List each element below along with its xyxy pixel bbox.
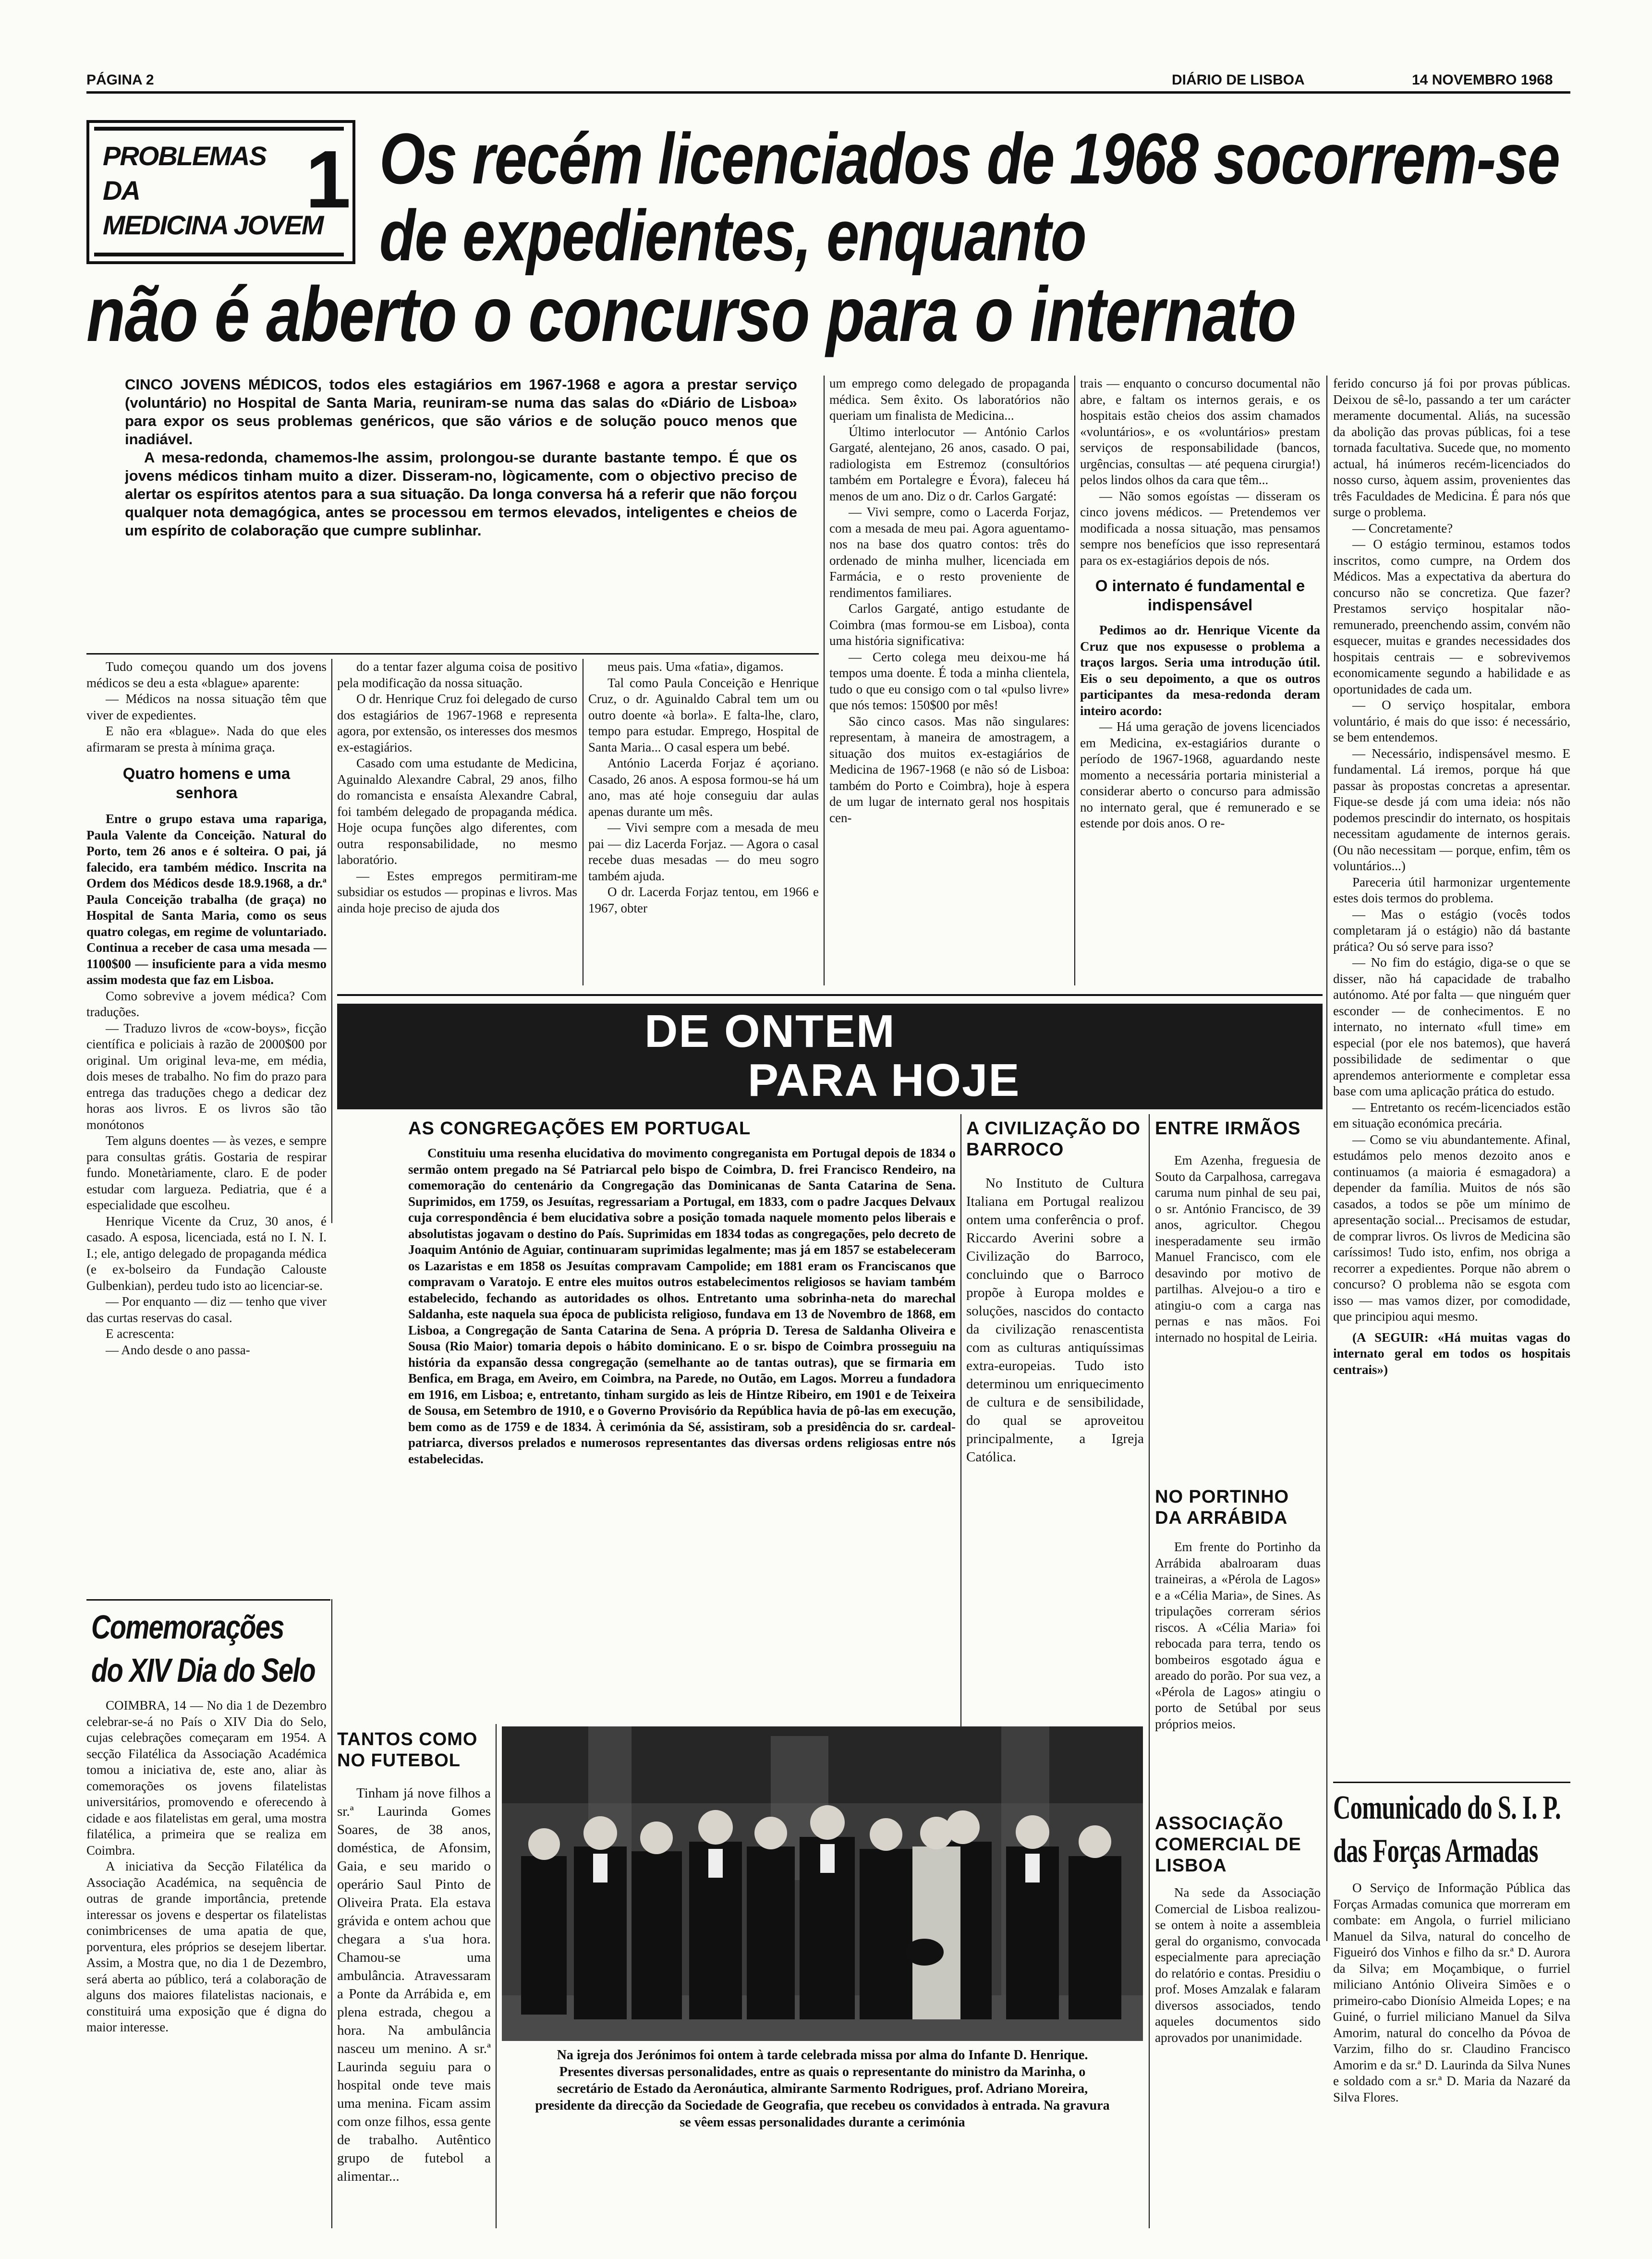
col1-paragraph: Tudo começou quando um dos jovens médicos se deu a esta «blague» aparente: [86, 659, 327, 690]
column-4 [829, 376, 1069, 988]
portinho-title: NO PORTINHO DA ARRÁBIDA [1155, 1487, 1289, 1528]
column-rule [331, 659, 332, 1223]
barroco-title: A CIVILIZAÇÃO DO BARROCO [966, 1118, 1141, 1160]
col5-paragraph: — Há uma geração de jovens licenciados em Medicina, ex-estagiários durante o período de 1967-1968, aguardando neste momento a necessária portaria ministerial a considerar aberto o concurso para admissão no internato geral, que é remunerado e se estende por dois anos. O re- [1080, 719, 1320, 830]
column-5 [1080, 376, 1320, 988]
col2-paragraph: Casado com uma estudante de Medicina, Aguinaldo Alexandre Cabral, 29 anos, filho do romancista e ensaísta Alexandre Cabral, foi também delegado de propaganda médica. Hoje ocupa funções algo diferentes, com outra responsabilidade, no mesmo laboratório. [337, 756, 577, 867]
headline-line2: de expedientes, enquanto [379, 195, 1086, 276]
col6-paragraph: Pareceria útil harmonizar urgentemente estes dois termos do problema. [1333, 874, 1570, 905]
col6-paragraph: — Mas o estágio (vocês todos completaram já o estágio) não dá bastante prática? Ou só serve para isso? [1333, 907, 1570, 954]
irmaos-text: Em Azenha, freguesia de Souto da Carpalhosa, carregava carumа num pinhal de seu pai, o sr. António Francisco, de 39 anos, agricultor. Chegou inesperadamente seu irmão Manuel Francisco, com ele desavindo por motivo de partilhas. Alvejou-o a tiro e atingiu-o com a carga nas pernas e nas mãos. Foi internado no hospital de Leiria. [1155, 1153, 1321, 1345]
col6-paragraph: — No fim do estágio, diga-se o que se disser, não há capacidade de trabalho autónomo. Até por falta — que ninguém quer esconder — de conhecimentos. E no internato, no internato «full time» em especial (por ele nos batemos), que haverá possibilidade de sedimentar o que aprendemos anteriormente e completar essa base com uma aplicação prática do estudo. [1333, 955, 1570, 1098]
de-ontem-line2: PARA HOJE [748, 1055, 1020, 1106]
series-title-line2: DA [103, 175, 140, 206]
col1-paragraph: — Médicos na nossa situação têm que viver de expedientes. [86, 692, 327, 722]
column-6 [1333, 376, 1570, 1768]
sip-text: O Serviço de Informação Pública das Forças Armadas comunica que morreram em combate: em Angola, o furriel miliciano Manuel da Silva, natural do concelho de Figueiró dos Vinhos e filho da sr.ª D. Aurora da Silva; em Moçambique, o furriel miliciano António Oliveira Simões e o primeiro-cabo Dionísio Almeida Lopes; e na Guiné, o furriel miliciano Manuel da Silva Amorim, natural do concelho da Póvoa de Varzim, filho do sr. Claudino Francisco Amorim e da sr.ª D. Laurinda da Silva Nunes e soldado com a sr.ª D. Maria da Nazaré da Silva Flores. [1333, 1881, 1570, 2104]
col5-paragraph: Pedimos ao dr. Henrique Vicente da Cruz que nos expusesse o problema a traços largos. Seria uma introdução útil. Eis o seu depoimento, a que os outros participantes da mesa-redonda deram inteiro acordo: [1080, 623, 1320, 718]
col5-subhead: O internato é fundamental e indispensável [1095, 577, 1305, 614]
photo-caption: Na igreja dos Jerónimos foi ontem à tarde celebrada missa por alma do Infante D. Henrique. Presentes diversas personalidades, entre as quais o representante do ministro da Marinha, o secretário de Estado da Aeronáutica, almirante Sarmento Rodrigues, prof. Adriano Moreira, presidente da direcção da Sociedade de Geografia, que recebeu os convidados à entrada. Na gravura se vêem essas personalidades durante a cerimónia [535, 2048, 1110, 2130]
irmaos-title: ENTRE IRMÃOS [1155, 1118, 1301, 1139]
col4-paragraph: Carlos Gargaté, antigo estudante de Coimbra (mas formou-se em Lisboa), conta uma história significativa: [829, 601, 1069, 648]
col4-paragraph: um emprego como delegado de propaganda médica. Sem êxito. Os laboratórios não queriam um finalista de Medicina... [829, 376, 1069, 423]
associacao-title: ASSOCIAÇÃO COMERCIAL DE LISBOA [1155, 1813, 1301, 1876]
lead-rule [86, 653, 819, 655]
lead-paragraph-1: CINCO JOVENS MÉDICOS, todos eles estagiários em 1967-1968 e agora a prestar serviço (voluntário) no Hospital de Santa Maria, reuniram-se numa das salas do «Diário de Lisboa» para expor os seus problemas genéricos, que são vários e de solução pouco menos que inadiável. [125, 376, 797, 448]
de-ontem-banner [337, 1004, 1323, 1109]
series-box [86, 120, 355, 264]
ceremony-photo [502, 1726, 1143, 2041]
sip-title-line2: das Forças Armadas [1333, 1833, 1538, 1870]
col2-paragraph: O dr. Henrique Cruz foi delegado de curso dos estagiários de 1967-1968 e representa agora, por extensão, os interesses dos mesmos ex-estagiários. [337, 692, 577, 754]
col6-paragraph: — O estágio terminou, estamos todos inscritos, como cumpre, na Ordem dos Médicos. Mas a expectativa da abertura do concurso não se concretiza. Que fazer? Prestamos serviço hospitalar não-remunerado, preenchendo assim, convém não esquecer, muitas e grandes necessidades dos hospitais centrais — e sobrevivemos economicamente segundo a habilidade e as oportunidades de cada um. [1333, 537, 1570, 696]
congregacoes-title: AS CONGREGAÇÕES EM PORTUGAL [408, 1118, 751, 1139]
col1-paragraph: — Traduzo livros de «cow-boys», ficção científica e policiais à razão de 2000$00 por original. Um original leva-me, em média, dois meses de trabalho. No fim do prazo para entrega das traduções chego a dedicar dez horas aos livros. E os livros são tão monótonos [86, 1020, 327, 1132]
col6-paragraph: — O serviço hospitalar, embora voluntário, é mais do que isso: é necessário, se bem entendemos. [1333, 698, 1570, 744]
sip-title-line1: Comunicado do S. I. P. [1333, 1789, 1561, 1826]
issue-date: 14 NOVEMBRO 1968 [1412, 72, 1553, 88]
column-1 [86, 659, 327, 1595]
col5-paragraph: trais — enquanto o concurso documental não abre, e faltam os internos gerais, e os hospitais estão cheios dos assim chamados «voluntários», e os «voluntários» prestam serviços de responsabilidade (bancos, urgências, consultas — até pequena cirurgia!) pelos lindos olhos da cara que têm... [1080, 376, 1320, 487]
sip-top-rule [1333, 1782, 1570, 1783]
col3-paragraph: O dr. Lacerda Forjaz tentou, em 1966 e 1967, obter [588, 885, 819, 915]
col4-paragraph: São cinco casos. Mas não singulares: representam, à maneira de amostragem, a situação dos muitos ex-estagiários de Medicina de 1967-1968 (e não só de Lisboa: também do Porto e Coimbra), hoje à espera de um lugar de internato geral nos hospitais cen- [829, 714, 1069, 825]
col3-paragraph: António Lacerda Forjaz é açoriano. Casado, 26 anos. A esposa formou-se há um ano, mas até hoje conseguiu dar aulas apenas durante um mês. [588, 756, 819, 819]
selo-paragraph: COIMBRA, 14 — No dia 1 de Dezembro celebrar-se-á no País o XIV Dia do Selo, cujas celebrações começaram em 1954. A secção Filatélica da Associação Académica tomou a iniciativa de, este ano, aliar às comemorações os jovens filatelistas universitários, promovendo e oferecendo à cidade e aos filatelistas em geral, uma mostra filatélica, a primeira que se realiza em Coimbra. [86, 1698, 327, 1858]
col3-paragraph: meus pais. Uma «fatia», digamos. [607, 659, 784, 674]
series-title-line3: MEDICINA JOVEM [103, 210, 323, 240]
page-number: PÁGINA 2 [86, 72, 154, 88]
col3-paragraph: — Vivi sempre com a mesada de meu pai — diz Lacerda Forjaz. — Agora o casal recebe duas mesadas — do meu sogro também ajuda. [588, 820, 819, 883]
header-rule [86, 91, 1570, 94]
column-rule [1149, 1114, 1150, 2228]
col5-paragraph: — Não somos egoístas — disseram os cinco jovens médicos. — Pretendemos ver modificada a nossa situação, mas pensamos sempre nos benefícios que isso representará para os ex-estagiários depois de nós. [1080, 488, 1320, 568]
col1-paragraph: Tem alguns doentes — às vezes, e sempre para consultas grátis. Gostaria de respirar fundo. Monetàriamente, claro. E de poder estudar com largueza. Pediatria, que é a especialidade que escolheu. [86, 1133, 327, 1212]
column-rule [331, 1599, 332, 2228]
column-rule [824, 376, 825, 985]
series-number: 1 [305, 134, 350, 225]
newspaper-name: DIÁRIO DE LISBOA [1172, 72, 1305, 88]
headline-line1: Os recém licenciados de 1968 socorrem-se [379, 118, 1560, 199]
column-rule [1326, 376, 1327, 1941]
column-rule [496, 1724, 497, 2228]
section-rule [337, 994, 1323, 996]
col4-paragraph: Último interlocutor — António Carlos Gargaté, alentejano, 26 anos, casado. O pai, radiologista em Estremoz (consultórios também em Portalegre e Évora), faleceu há menos de um ano. Diz o dr. Carlos Gargaté: [829, 424, 1069, 503]
lead-paragraph-2: A mesa-redonda, chamemos-lhe assim, prolongou-se durante bastante tempo. É que os jovens médicos tinham muito a dizer. Disseram-no, lògicamente, com o objectivo preciso de alertar os espíritos atentos para a sua situação. Da longa conversa há a referir que não forçou qualquer nota demagógica, antes se processou em termos elevados, inteligentes e cheios de um espírito de colaboração que cumpre sublinhar. [125, 449, 797, 539]
col1-paragraph: Como sobrevive a jovem médica? Com traduções. [86, 988, 327, 1019]
col2-paragraph: — Estes empregos permitiram-me subsidiar os estudos — propinas e livros. Mas ainda hoje preciso de ajuda dos [337, 868, 577, 915]
col1-paragraph: E acrescenta: [106, 1326, 175, 1341]
futebol-title: TANTOS COMO NO FUTEBOL [337, 1729, 478, 1771]
col6-to-be-continued: (A SEGUIR: «Há muitas vagas do internato geral em todos os hospitais centrais») [1333, 1330, 1570, 1377]
futebol-text: Tinham já nove filhos a sr.ª Laurinda Gomes Soares, de 38 anos, doméstica, de Afonsim, Gaia, e seu marido o operário Saul Pinto de Oliveira Prata. Ela estava grávida e ontem achou que chegara a s'ua hora. Chamou-se uma ambulância. Atravessaram a Ponte da Arrábida e, em plena estrada, chegou a hora. Na ambulância nasceu um menino. A sr.ª Laurinda seguiu para o hospital onde teve mais uma menina. Ficam assim com onze filhos, essa gente de trabalho. Autêntico grupo de futebol a alimentar... [337, 1785, 491, 2184]
col1-paragraph: — Ando desde o ano passa- [106, 1342, 250, 1357]
col1-paragraph: E não era «blague». Nada do que eles afirmaram se presta à mínima graça. [86, 724, 327, 754]
congregacoes-text: Constituiu uma resenha elucidativa do movimento congreganista em Portugal depois de 1834 o sermão ontem pregado na Sé Patriarcal pelo bispo de Coimbra, D. frei Francisco Rendeiro, na comemoração do centenário da Congregação das Dominicanas de Santa Catarina de Sena. Suprimidos, em 1759, os Jesuítas, regressariam a Portugal, em 1833, com o padre Jacques Delvaux cuja correspondência é bem elucidativa sobre a posição tomada naquele momento pelos liberais e absolutistas jogavam o destino do País. Suprimidas em 1834 todas as congregações, pelo decreto de Joaquim António de Aguiar, continuaram suprimidas legalmente; mas já em 1857 se estabeleceram os Lazaristas e em 1858 os Jesuítas compravam Campolide; em 1881 eram os Franciscanos que compravam o Varatojo. E entre eles muitos outros estabelecimentos religiosos se haviam também estabelecido, fechando as autoridades os olhos. Entretanto uma sobrinha-neta do marechal Saldanha, este naquela sua época de publicista religioso, fundava em 13 de Novembro de 1868, em Lisboa, a Congregação de Santa Catarina de Sena. A própria D. Teresa de Saldanha Oliveira e Sousa (Rio Maior) tomaria depois o hábito dominicano. E o sr. bispo de Coimbra prosseguiu na história da expansão dessa congregação (semelhante ao de tantas outras), que se firmaria em Benfica, em Braga, em Aveiro, em Coimbra, na Parede, no Outão, em Lagos. Morreu a fundadora em 1916, em Lisboa; e, entretanto, tinham surgido as leis de Hintze Ribeiro, em 1901 e de Teixeira de Sousa, em Setembro de 1910, e o Governo Provisório da República havia de pô-las em execução, bem como as de 1759 e de 1834. À cerimónia da Sé, assistiram, sob a presidência do sr. cardeal-patriarca, diversos prelados e numerosos representantes das diversas ordens religiosas entre nós estabelecidas. [408, 1146, 956, 1466]
col2-paragraph: do a tentar fazer alguma coisa de positivo pela modificação da nossa situação. [337, 659, 577, 690]
col1-paragraph: — Por enquanto — diz — tenho que viver das curtas reservas do casal. [86, 1294, 327, 1325]
selo-title-line1: Comemorações [91, 1608, 284, 1646]
headline-line3: não é aberto o concurso para o internato [86, 271, 1296, 358]
col4-paragraph: — Vivi sempre, como o Lacerda Forjaz, com a mesada de meu pai. Agora aguentamo-nos na base dos quatro contos: três do ordenado de minha mulher, licenciada em Farmácia, e o resto proveniente de rendimentos familiares. [829, 505, 1069, 600]
col1-paragraph: Henrique Vicente da Cruz, 30 anos, é casado. A esposa, licenciada, está no I. N. I. I.; ele, antigo delegado de propaganda médica (e ex-bolseiro da Fundação Calouste Gulbenkian), perdeu tudo isto ao licenciar-se. [86, 1214, 327, 1293]
associacao-text: Na sede da Associação Comercial de Lisboa realizou-se ontem à noite a assembleia geral do organismo, convocada especialmente para apreciação do relatório e contas. Presidiu o prof. Moses Amzalak e falaram diversos associados, tendo aqueles documentos sido aprovados por unanimidade. [1155, 1885, 1321, 2045]
col4-paragraph: — Certo colega meu deixou-me há tempos uma doente. É toda a minha clientela, tudo o que eu consigo com o tal «pulso livre» que nós temos: 150$00 por mês! [829, 649, 1069, 712]
column-2 [337, 659, 577, 988]
series-title-line1: PROBLEMAS [103, 141, 266, 171]
col1-subhead: Quatro homens e uma senhora [122, 765, 291, 802]
portinho-text: Em frente do Portinho da Arrábida abalroaram duas traineiras, a «Pérola de Lagos» e a «Célia Maria», de Sines. As tripulações correram sérios riscos. A «Célia Maria» foi rebocada para terra, tendo os bombeiros esgotado água e areado do porão. Por sua vez, a «Pérola de Lagos» atingiu o porto de Setúbal por seus próprios meios. [1155, 1540, 1321, 1731]
barroco-text: No Instituto de Cultura Italiana em Portugal realizou ontem uma conferência o prof. Riccardo Averini sobre a Civilização do Barroco, concluindo que o Barroco propõe à Europa moldes e soluções, nascidos do contacto da civilização renascentista com as culturas antiquíssimas extra-europeias. Tudo isto determinou um enriquecimento de cultura e de sensibilidade, do qual se aproveitou principalmente, a Igreja Católica. [966, 1176, 1144, 1465]
lead-text [125, 376, 797, 540]
selo-top-rule [86, 1599, 330, 1601]
column-rule [1074, 376, 1075, 985]
selo-text [86, 1698, 327, 2231]
col6-paragraph: — Entretanto os recém-licenciados estão em situação económica precária. [1333, 1100, 1570, 1130]
col1-paragraph: Entre o grupo estava uma rapariga, Paula Valente da Conceição. Natural do Porto, tem 26 anos e é solteira. O pai, já falecido, era também médico. Inscrita na Ordem dos Médicos desde 18.9.1968, a dr.ª Paula Conceição trabalha (de graça) no Hospital de Santa Maria, como os seus quatro colegas, em regime de voluntariado. Continua a receber de casa uma mesada — 1100$00 — insuficiente para a vida mesmo assim modesta que faz em Lisboa. [86, 812, 327, 987]
col6-paragraph: — Como se viu abundantemente. Afinal, estudámos pelo menos dezoito anos e continuamos (a maioria é esmagadora) a depender da família. Muitos de nós são casados, a todos se põe um mínimo de apresentação social... Precisamos de estudar, de comprar livros. Os livros de Medicina são caríssimos! Tudo isto, enfim, nos obriga a recorrer a expedientes. Porque não abrem o concurso? O problema não se esgota com isso — mas vamos dizer, por comodidade, que principiou aqui mesmo. [1333, 1132, 1570, 1324]
col3-paragraph: Tal como Paula Conceição e Henrique Cruz, o dr. Aguinaldo Cabral tem um ou outro doente «à borla». E falta-lhe, claro, tempo para estudar. Emprego, Hospital de Santa Maria... O casal espera um bebé. [588, 675, 819, 754]
de-ontem-line1: DE ONTEM [644, 1006, 896, 1057]
selo-title-line2: do XIV Dia do Selo [91, 1652, 315, 1689]
selo-paragraph: A iniciativa da Secção Filatélica da Associação Académica, na sequência de outras de grande importância, pretende interessar os jovens e despertar os filatelistas conimbricenses de uma apatia de que, porventura, eles próprios se desejem libertar. Assim, a Mostra que, no dia 1 de Dezembro, será aberta ao público, terá a colaboração de alguns dos maiores filatelistas nacionais, e constituirá uma exposição que é digna do maior interesse. [86, 1859, 327, 2034]
col6-paragraph: ferido concurso já foi por provas públicas. Deixou de sê-lo, passando a ter um carácter meramente documental. Aliás, na sucessão da abolição das provas públicas, foi a tese tornada facultativa. Sucede que, no momento actual, há inúmeros recém-licenciados do nosso curso, àquem assim, provenientes das três Faculdades de Medicina. É para nós que surge o problema. [1333, 376, 1570, 519]
col6-paragraph: — Necessário, indispensável mesmo. E fundamental. Lá iremos, porque há que passar às propostas concretas a apresentar. Fique-se desde já com uma ideia: nós não podemos prescindir do internato, os hospitais necessitam agudamente de internos gerais. (Ou não necessitam — porque, enfim, têm os voluntários...) [1333, 746, 1570, 873]
column-3 [588, 659, 819, 988]
col6-paragraph: — Concretamente? [1352, 521, 1453, 535]
